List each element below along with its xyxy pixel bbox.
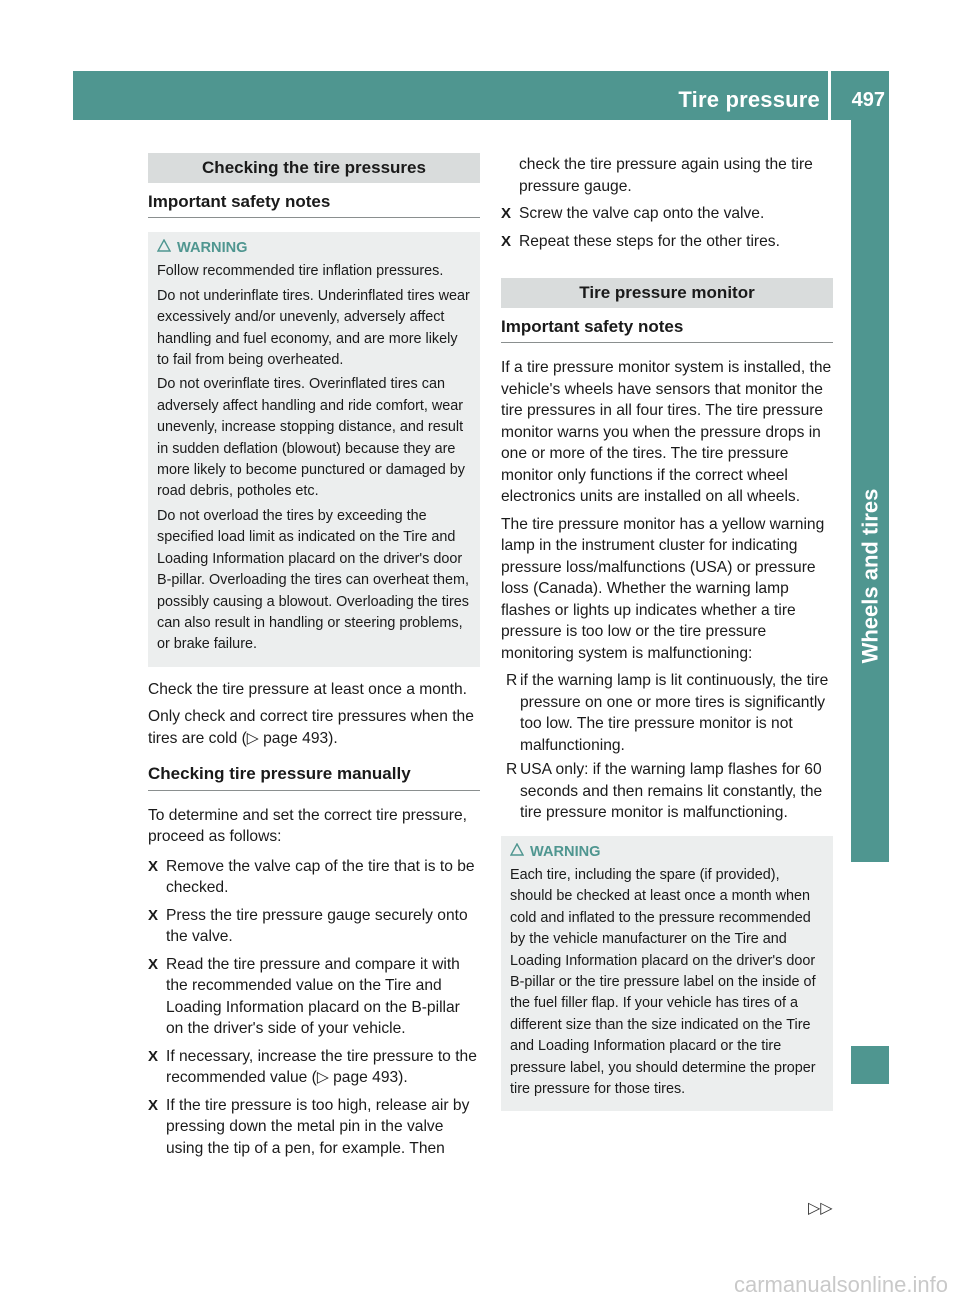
page-title: Tire pressure: [678, 87, 820, 112]
body-paragraph: Check the tire pressure at least once a month.: [148, 680, 467, 698]
step-item: X If the tire pressure is too high, release air by pressing down the metal pin in the valve using the tip of a pen, for example. Then: [148, 1096, 470, 1157]
x-marker-icon: X: [501, 232, 512, 250]
bullet-item: R USA only: if the warning lamp flashes for 60 seconds and then remains lit constantly, the tire pressure monitor is malfunctioning.: [506, 761, 823, 821]
warning-paragraph: Do not underinflate tires. Underinflated tires wear excessively and/or unevenly, adversely affect handling and fuel economy, and are more likely to fail from being overheated.: [157, 287, 470, 369]
body-paragraph: The tire pressure monitor has a yellow warning lamp in the instrument cluster for indicating pressure loss/malfunctions (USA) or pressure loss (Canada). Whether the warning lamp flashes or lights up indicates whether a tire pressure is too low or the tire pressure monitoring system is malfunctioning:: [501, 515, 825, 662]
section-title-checking: Checking the tire pressures: [148, 153, 480, 183]
x-marker-icon: X: [148, 857, 159, 875]
warning-paragraph: Do not overload the tires by exceeding the specified load limit as indicated on the Tire and Loading Information placard on the driver's door B-pillar. Overloading the tires can overheat them, possibly causing a blowout. Overloading the tires can also result in handling or steering problems, or brake failure.: [157, 507, 469, 653]
warning-title: WARNING: [510, 842, 825, 863]
warning-triangle-icon: [510, 842, 526, 863]
header-divider: [828, 71, 831, 120]
right-column: [501, 154, 833, 1123]
step-item: X Press the tire pressure gauge securely onto the valve.: [148, 906, 468, 946]
warning-paragraph: Follow recommended tire inflation pressures.: [157, 263, 444, 280]
body-paragraph: Only check and correct tire pressures when the tires are cold (▷ page 493).: [148, 708, 474, 747]
bullet-marker: R: [506, 672, 518, 689]
step-continuation: check the tire pressure again using the tire pressure gauge.: [519, 156, 813, 195]
section-title-monitor: Tire pressure monitor: [501, 278, 833, 308]
continue-marker: ▷▷: [808, 1200, 833, 1217]
body-paragraph: To determine and set the correct tire pressure, proceed as follows:: [148, 806, 467, 846]
x-marker-icon: X: [148, 1047, 159, 1065]
bullet-marker: R: [506, 761, 518, 778]
step-item: X If necessary, increase the tire pressure to the recommended value (▷ page 493).: [148, 1047, 477, 1087]
warning-paragraph: Each tire, including the spare (if provided), should be checked at least once a month when cold and inflated to the pressure recommended by the vehicle manufacturer on the Tire and Loading Information placard on the driver's door B-pillar or the tire pressure label on the inside of the fuel filler flap. If your vehicle has tires of a different size than the size indicated on the Tire and Loading Information placard or the tire pressure label, you should determine the proper tire pressure for those tires.: [510, 866, 816, 1097]
x-marker-icon: X: [148, 906, 159, 924]
warning-triangle-icon: [157, 238, 173, 259]
warning-box: [148, 232, 480, 667]
page-number: 497: [851, 89, 885, 111]
subsection-manual-check: Checking tire pressure manually: [148, 763, 480, 791]
x-marker-icon: X: [148, 955, 159, 973]
left-column: [148, 153, 480, 1165]
watermark: carmanualsonline.info: [733, 1272, 948, 1297]
step-item: X Repeat these steps for the other tires.: [501, 231, 833, 253]
x-marker-icon: X: [148, 1096, 159, 1114]
header-bar: [73, 71, 889, 120]
step-item: X Screw the valve cap onto the valve.: [501, 203, 833, 225]
subsection-safety-notes: Important safety notes: [148, 191, 480, 219]
chapter-tab: [851, 120, 889, 862]
step-item: X Remove the valve cap of the tire that is to be checked.: [148, 857, 475, 897]
warning-paragraph: Do not overinflate tires. Overinflated tires can adversely affect handling and ride comfort, wear unevenly, increase stopping distance, and result in sudden deflation (blowout) because they are more likely to become punctured or damaged by road debris, potholes etc.: [157, 376, 465, 500]
step-item: X Read the tire pressure and compare it with the recommended value on the Tire and Loading Information placard on the B-pillar on the driver's side of your vehicle.: [148, 955, 460, 1038]
subsection-safety-notes: Important safety notes: [501, 316, 833, 344]
body-paragraph: If a tire pressure monitor system is installed, the vehicle's wheels have sensors that monitor the tire pressures in all four tires. The tire pressure monitor warns you when the pressure drops in one or more of the tires. The tire pressure monitor only functions if the correct wheel electronics units are installed on all wheels.: [501, 359, 832, 505]
warning-title: WARNING: [157, 238, 472, 259]
x-marker-icon: X: [501, 205, 512, 222]
chapter-marker: [851, 1046, 889, 1084]
chapter-tab-label: Wheels and tires: [857, 488, 882, 664]
warning-box: [501, 836, 833, 1112]
bullet-item: R if the warning lamp is lit continuously, the tire pressure on one or more tires is significantly too low. The tire pressure monitor is not malfunctioning.: [506, 672, 829, 754]
